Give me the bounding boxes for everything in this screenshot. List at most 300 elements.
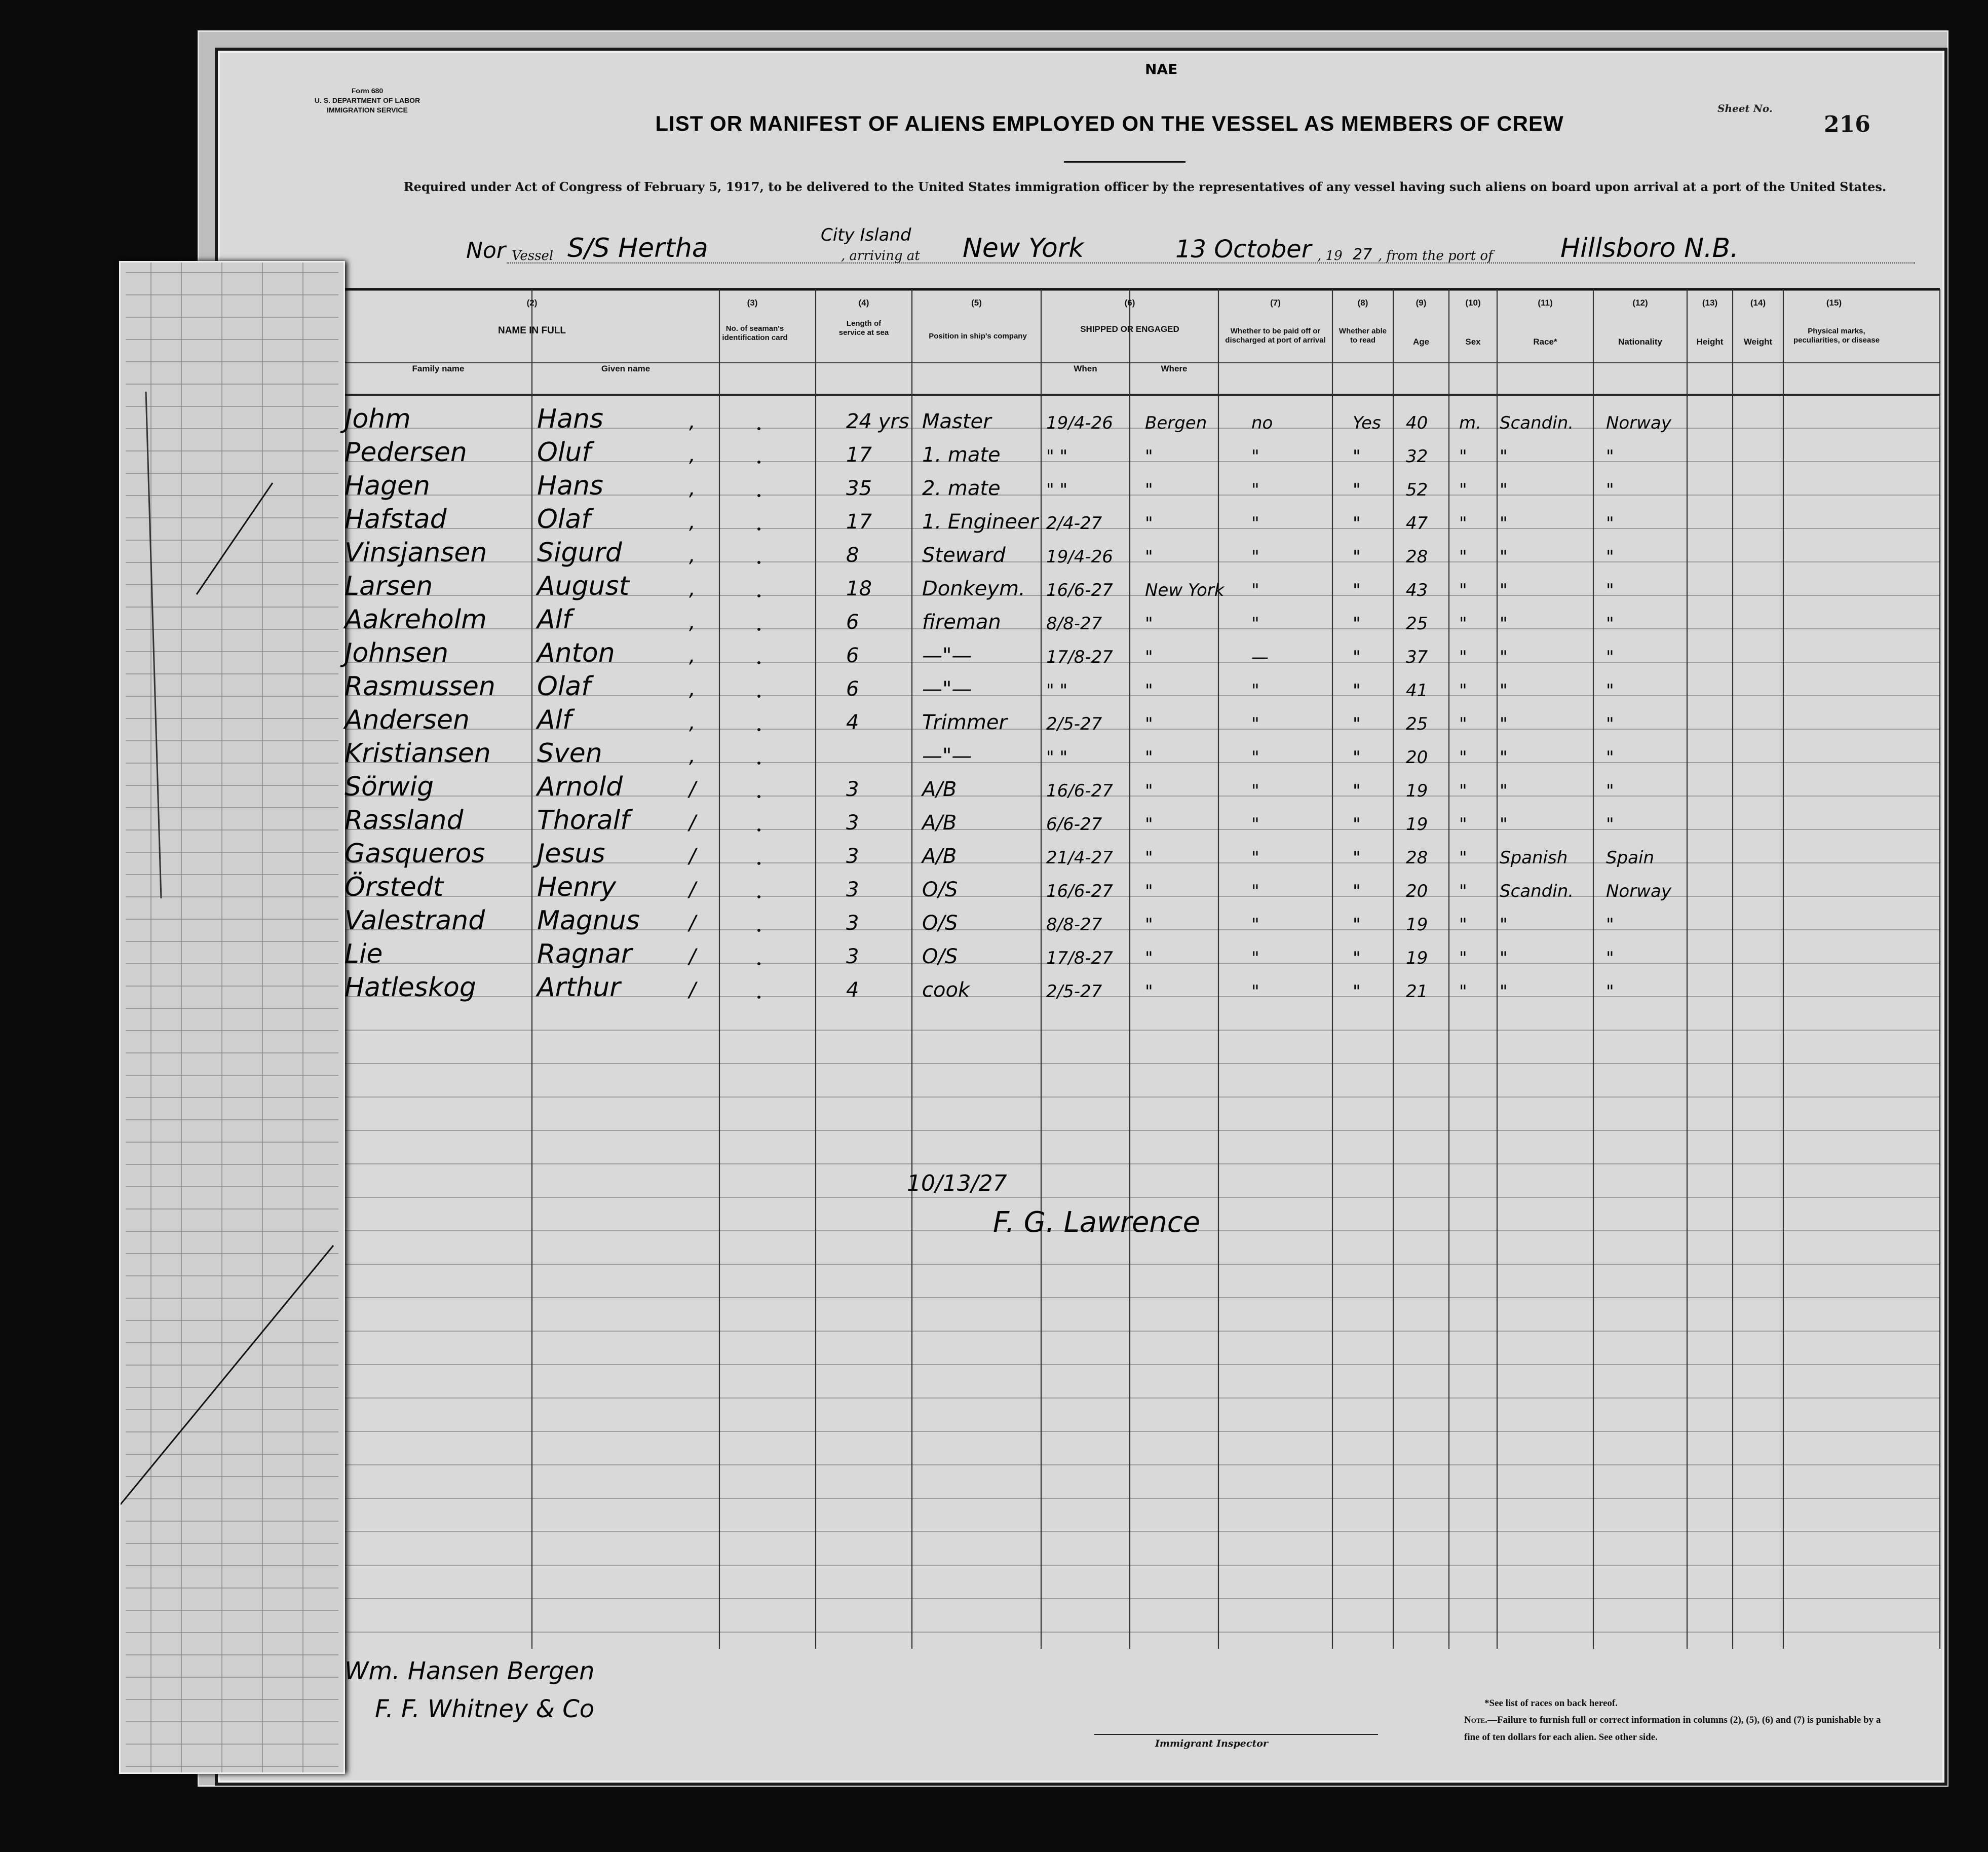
row-tick-mark: , <box>689 544 696 567</box>
given-name-cell: Oluf <box>537 437 591 468</box>
col7-header: Whether to be paid off or discharged at port of arrival <box>1225 327 1326 345</box>
position-cell: 1. Engineer <box>922 510 1039 534</box>
agent-signature-line2: F. F. Whitney & Co <box>375 1695 595 1723</box>
row-tick-mark: , <box>689 577 696 600</box>
age-cell: 25 <box>1406 714 1428 734</box>
paid-off-cell: " <box>1251 948 1259 968</box>
col3-header: No. of seaman's identification card <box>722 324 788 342</box>
paid-off-cell: " <box>1251 915 1259 935</box>
age-cell: 25 <box>1406 614 1428 634</box>
nationality-cell: " <box>1606 580 1614 600</box>
position-cell: —"— <box>922 677 972 701</box>
row-tick-mark: , <box>689 644 696 667</box>
age-cell: 41 <box>1406 681 1428 701</box>
col9-header: Age <box>1412 337 1430 347</box>
row-tick-mark: / <box>689 912 696 935</box>
sex-cell: " <box>1459 580 1467 600</box>
service-length-cell: 6 <box>846 644 859 667</box>
sex-cell: m. <box>1459 413 1481 433</box>
service-length-cell: 3 <box>846 912 859 935</box>
col6b-header: Where <box>1161 364 1188 373</box>
paid-off-cell: " <box>1251 547 1259 567</box>
row-tick-mark: / <box>689 978 696 1002</box>
sex-cell: " <box>1459 681 1467 701</box>
shipped-when-cell: 19/4-26 <box>1046 547 1113 567</box>
able-to-read-cell: " <box>1353 915 1361 935</box>
race-cell: Scandin. <box>1500 413 1574 433</box>
nationality-cell: " <box>1606 446 1614 467</box>
given-name-cell: August <box>537 571 629 601</box>
position-cell: A/B <box>922 845 957 868</box>
inspector-signature: F. G. Lawrence <box>993 1206 1201 1239</box>
age-cell: 40 <box>1406 413 1428 433</box>
shipped-where-cell: " <box>1145 814 1153 835</box>
family-name-cell: Pedersen <box>345 437 467 468</box>
service-length-cell: 6 <box>846 611 859 634</box>
race-cell: " <box>1500 480 1508 500</box>
shipped-when-cell: 8/8-27 <box>1046 614 1102 634</box>
paid-off-cell: " <box>1251 981 1259 1002</box>
nationality-cell: " <box>1606 814 1614 835</box>
shipped-when-cell: 6/6-27 <box>1046 814 1102 835</box>
race-cell: " <box>1500 580 1508 600</box>
position-cell: —"— <box>922 744 972 768</box>
position-cell: cook <box>922 978 970 1002</box>
race-cell: Spanish <box>1500 848 1568 868</box>
shipped-where-cell: " <box>1145 614 1153 634</box>
left-fold-strip <box>119 261 345 1774</box>
race-cell: " <box>1500 681 1508 701</box>
family-name-cell: Valestrand <box>345 905 485 936</box>
vessel-line <box>446 225 1915 263</box>
nationality-cell: " <box>1606 714 1614 734</box>
age-cell: 21 <box>1406 981 1428 1002</box>
title-underline <box>1064 161 1186 163</box>
col10-header: Sex <box>1465 337 1481 347</box>
id-card-dot <box>757 728 760 731</box>
id-card-dot <box>757 795 760 798</box>
position-cell: —"— <box>922 644 972 667</box>
shipped-where-cell: " <box>1145 480 1153 500</box>
paid-off-cell: " <box>1251 580 1259 600</box>
sex-cell: " <box>1459 948 1467 968</box>
shipped-where-cell: " <box>1145 981 1153 1002</box>
age-cell: 32 <box>1406 446 1428 467</box>
able-to-read-cell: " <box>1353 948 1361 968</box>
sex-cell: " <box>1459 446 1467 467</box>
able-to-read-cell: " <box>1353 747 1361 768</box>
position-cell: Donkeym. <box>922 577 1025 600</box>
col8-number: (8) <box>1357 298 1368 308</box>
shipped-where-cell: " <box>1145 881 1153 901</box>
col12-header: Nationality <box>1618 337 1662 347</box>
given-name-cell: Sven <box>537 738 602 769</box>
col14-header: Weight <box>1743 337 1773 347</box>
shipped-when-cell: 2/5-27 <box>1046 981 1102 1002</box>
service-length-cell: 24 yrs <box>846 410 909 433</box>
id-card-dot <box>757 996 760 999</box>
row-tick-mark: , <box>689 410 696 433</box>
subtitle: Required under Act of Congress of February 5, 1917, to be delivered to the United States immigration officer by the representatives of any vessel having such aliens on board upon arrival at a port of the United States. <box>403 179 1887 194</box>
nationality-cell: " <box>1606 981 1614 1002</box>
shipped-where-cell: " <box>1145 915 1153 935</box>
given-name-cell: Magnus <box>537 905 640 936</box>
family-name-cell: Rassland <box>345 805 464 836</box>
race-cell: " <box>1500 814 1508 835</box>
paid-off-cell: " <box>1251 681 1259 701</box>
position-cell: Master <box>922 410 991 433</box>
nationality-cell: " <box>1606 681 1614 701</box>
col2-header: NAME IN FULL <box>498 325 566 336</box>
id-card-dot <box>757 461 760 464</box>
paid-off-cell: " <box>1251 513 1259 534</box>
id-card-dot <box>757 828 760 831</box>
id-card-dot <box>757 661 760 664</box>
family-name-cell: Hatleskog <box>345 972 476 1003</box>
row-tick-mark: , <box>689 443 696 467</box>
race-cell: " <box>1500 781 1508 801</box>
shipped-when-cell: 2/4-27 <box>1046 513 1102 534</box>
id-card-dot <box>757 561 760 564</box>
col15-number: (15) <box>1826 298 1842 308</box>
sex-cell: " <box>1459 647 1467 667</box>
agent-signature-line1: Wm. Hansen Bergen <box>345 1657 595 1685</box>
col9-number: (9) <box>1416 298 1427 308</box>
sheet-label: Sheet No. <box>1717 102 1773 115</box>
nationality-cell: " <box>1606 781 1614 801</box>
able-to-read-cell: " <box>1353 848 1361 868</box>
service-length-cell: 6 <box>846 677 859 701</box>
id-card-dot <box>757 895 760 898</box>
paid-off-cell: " <box>1251 747 1259 768</box>
shipped-when-cell: " " <box>1046 681 1068 701</box>
race-cell: " <box>1500 915 1508 935</box>
position-cell: Trimmer <box>922 711 1007 734</box>
nationality-cell: " <box>1606 614 1614 634</box>
shipped-when-cell: 17/8-27 <box>1046 647 1113 667</box>
given-name-cell: Alf <box>537 705 572 735</box>
nationality-cell: Norway <box>1606 413 1671 433</box>
row-tick-mark: / <box>689 778 696 801</box>
paid-off-cell: " <box>1251 446 1259 467</box>
shipped-when-cell: 21/4-27 <box>1046 848 1113 868</box>
shipped-where-cell: " <box>1145 747 1153 768</box>
id-card-dot <box>757 695 760 698</box>
service-length-cell: 18 <box>846 577 872 600</box>
age-cell: 28 <box>1406 848 1428 868</box>
sex-cell: " <box>1459 747 1467 768</box>
nationality-cell: " <box>1606 747 1614 768</box>
arrival-year: 27 <box>1353 246 1372 263</box>
shipped-where-cell: " <box>1145 681 1153 701</box>
shipped-when-cell: 17/8-27 <box>1046 948 1113 968</box>
able-to-read-cell: " <box>1353 480 1361 500</box>
family-name-cell: Örstedt <box>345 872 444 902</box>
sex-cell: " <box>1459 915 1467 935</box>
given-name-cell: Anton <box>537 638 615 668</box>
able-to-read-cell: " <box>1353 547 1361 567</box>
col12-number: (12) <box>1632 298 1648 308</box>
id-card-dot <box>757 494 760 497</box>
col11-number: (11) <box>1538 298 1553 308</box>
position-cell: O/S <box>922 945 958 968</box>
given-name-cell: Henry <box>537 872 617 902</box>
form-header <box>284 86 451 115</box>
family-name-cell: Kristiansen <box>345 738 491 769</box>
family-name-cell: Hafstad <box>345 504 447 535</box>
row-tick-mark: , <box>689 677 696 701</box>
shipped-where-cell: " <box>1145 948 1153 968</box>
col8-header: Whether able to read <box>1339 327 1387 345</box>
shipped-where-cell: New York <box>1145 580 1225 600</box>
given-name-cell: Arthur <box>537 972 621 1003</box>
col7-number: (7) <box>1270 298 1281 308</box>
given-name-cell: Olaf <box>537 504 591 535</box>
paid-off-cell: " <box>1251 881 1259 901</box>
position-cell: A/B <box>922 778 957 801</box>
service-length-cell: 3 <box>846 845 859 868</box>
shipped-when-cell: 8/8-27 <box>1046 915 1102 935</box>
col15-header: Physical marks, peculiarities, or disease <box>1793 327 1880 345</box>
inspector-label: Immigrant Inspector <box>1155 1738 1268 1749</box>
shipped-when-cell: " " <box>1046 480 1068 500</box>
given-name-cell: Ragnar <box>537 939 632 969</box>
race-cell: " <box>1500 948 1508 968</box>
row-tick-mark: , <box>689 477 696 500</box>
row-tick-mark: / <box>689 845 696 868</box>
row-tick-mark: / <box>689 878 696 901</box>
sex-cell: " <box>1459 480 1467 500</box>
given-name-cell: Olaf <box>537 671 591 702</box>
shipped-when-cell: " " <box>1046 446 1068 467</box>
position-cell: 1. mate <box>922 443 1001 467</box>
id-card-dot <box>757 762 760 765</box>
service-length-cell: 3 <box>846 878 859 901</box>
nationality-cell: " <box>1606 915 1614 935</box>
row-tick-mark: , <box>689 510 696 534</box>
shipped-when-cell: 16/6-27 <box>1046 781 1113 801</box>
shipped-where-cell: " <box>1145 714 1153 734</box>
given-name-cell: Thoralf <box>537 805 630 836</box>
col2b-header: Given name <box>601 364 651 373</box>
shipped-when-cell: " " <box>1046 747 1068 768</box>
col6-header: SHIPPED OR ENGAGED <box>1080 324 1179 334</box>
vessel-prefix: Nor <box>466 238 506 263</box>
col3-number: (3) <box>747 298 758 308</box>
age-cell: 20 <box>1406 747 1428 768</box>
service-length-cell: 17 <box>846 510 872 534</box>
id-card-dot <box>757 929 760 932</box>
age-cell: 52 <box>1406 480 1428 500</box>
age-cell: 43 <box>1406 580 1428 600</box>
given-name-cell: Hans <box>537 404 604 434</box>
year-prefix: , 19 <box>1317 248 1343 263</box>
race-cell: " <box>1500 547 1508 567</box>
paid-off-cell: " <box>1251 848 1259 868</box>
shipped-when-cell: 2/5-27 <box>1046 714 1102 734</box>
able-to-read-cell: " <box>1353 781 1361 801</box>
col6a-header: When <box>1074 364 1097 373</box>
service-length-cell: 4 <box>846 978 859 1002</box>
footer-note <box>1464 1695 1895 1746</box>
service-length-cell: 3 <box>846 811 859 835</box>
able-to-read-cell: " <box>1353 647 1361 667</box>
position-cell: 2. mate <box>922 477 1001 500</box>
shipped-when-cell: 16/6-27 <box>1046 881 1113 901</box>
age-cell: 47 <box>1406 513 1428 534</box>
age-cell: 19 <box>1406 781 1428 801</box>
able-to-read-cell: " <box>1353 714 1361 734</box>
page-title: LIST OR MANIFEST OF ALIENS EMPLOYED ON THE VESSEL AS MEMBERS OF CREW <box>655 111 1564 135</box>
note-text: —Failure to furnish full or correct information in columns (2), (5), (6) and (7) is punishable by a fine of ten dollars for each alien. See other side. <box>1464 1715 1881 1743</box>
shipped-where-cell: " <box>1145 647 1153 667</box>
able-to-read-cell: Yes <box>1353 413 1381 433</box>
age-cell: 20 <box>1406 881 1428 901</box>
from-port: Hillsboro N.B. <box>1560 233 1739 263</box>
shipped-when-cell: 19/4-26 <box>1046 413 1113 433</box>
family-name-cell: Hagen <box>345 471 430 501</box>
family-name-cell: Johnsen <box>345 638 449 668</box>
service-length-cell: 4 <box>846 711 859 734</box>
age-cell: 19 <box>1406 814 1428 835</box>
age-cell: 19 <box>1406 915 1428 935</box>
shipped-where-cell: " <box>1145 513 1153 534</box>
id-card-dot <box>757 628 760 631</box>
age-cell: 19 <box>1406 948 1428 968</box>
row-tick-mark: , <box>689 611 696 634</box>
col5-number: (5) <box>971 298 982 308</box>
sheet-number: 216 <box>1824 111 1870 137</box>
col5-header: Position in ship's company <box>929 332 1027 341</box>
department: U. S. DEPARTMENT OF LABOR <box>314 96 420 104</box>
able-to-read-cell: " <box>1353 981 1361 1002</box>
id-card-dot <box>757 594 760 597</box>
race-cell: " <box>1500 714 1508 734</box>
nationality-cell: " <box>1606 513 1614 534</box>
shipped-where-cell: " <box>1145 547 1153 567</box>
col14-number: (14) <box>1750 298 1766 308</box>
family-name-cell: Sörwig <box>345 772 434 802</box>
arriving-label: , arriving at <box>841 248 920 263</box>
form-number: Form 680 <box>351 87 384 95</box>
service-length-cell: 3 <box>846 778 859 801</box>
position-cell: A/B <box>922 811 957 835</box>
city-island-correction: City Island <box>821 225 911 245</box>
sex-cell: " <box>1459 513 1467 534</box>
vessel-label: Vessel <box>512 248 554 263</box>
paid-off-cell: " <box>1251 814 1259 835</box>
race-cell: " <box>1500 647 1508 667</box>
paid-off-cell: " <box>1251 480 1259 500</box>
family-name-cell: Gasqueros <box>345 839 485 869</box>
family-name-cell: Aakreholm <box>345 604 487 635</box>
shipped-where-cell: " <box>1145 781 1153 801</box>
given-name-cell: Hans <box>537 471 604 501</box>
paid-off-cell: — <box>1251 647 1269 667</box>
position-cell: fireman <box>922 611 1001 634</box>
service: IMMIGRATION SERVICE <box>327 105 408 114</box>
nationality-cell: " <box>1606 480 1614 500</box>
given-name-cell: Arnold <box>537 772 623 802</box>
id-card-dot <box>757 427 760 430</box>
row-tick-mark: , <box>689 744 696 768</box>
sex-cell: " <box>1459 781 1467 801</box>
position-cell: O/S <box>922 878 958 901</box>
position-cell: Steward <box>922 544 1006 567</box>
race-cell: " <box>1500 614 1508 634</box>
paid-off-cell: no <box>1251 413 1273 433</box>
able-to-read-cell: " <box>1353 446 1361 467</box>
from-label: , from the port of <box>1378 248 1493 263</box>
age-cell: 28 <box>1406 547 1428 567</box>
row-tick-mark: / <box>689 811 696 835</box>
given-name-cell: Sigurd <box>537 538 622 568</box>
able-to-read-cell: " <box>1353 681 1361 701</box>
col4-header: Length of service at sea <box>838 319 889 337</box>
sex-cell: " <box>1459 547 1467 567</box>
sex-cell: " <box>1459 714 1467 734</box>
shipped-where-cell: Bergen <box>1145 413 1207 433</box>
col10-number: (10) <box>1465 298 1481 308</box>
inspector-signature-rule <box>1094 1734 1378 1735</box>
id-card-dot <box>757 862 760 865</box>
able-to-read-cell: " <box>1353 614 1361 634</box>
given-name-cell: Jesus <box>537 839 605 869</box>
paid-off-cell: " <box>1251 614 1259 634</box>
able-to-read-cell: " <box>1353 881 1361 901</box>
sex-cell: " <box>1459 881 1467 901</box>
col4-number: (4) <box>858 298 869 308</box>
family-name-cell: Rasmussen <box>345 671 495 702</box>
sex-cell: " <box>1459 814 1467 835</box>
family-name-cell: Andersen <box>345 705 470 735</box>
race-cell: " <box>1500 446 1508 467</box>
family-name-cell: Vinsjansen <box>345 538 487 568</box>
arrival-port: New York <box>963 233 1084 263</box>
arrival-date: 13 October <box>1175 235 1312 263</box>
nationality-cell: " <box>1606 647 1614 667</box>
sex-cell: " <box>1459 614 1467 634</box>
able-to-read-cell: " <box>1353 580 1361 600</box>
race-cell: " <box>1500 981 1508 1002</box>
id-card-dot <box>757 962 760 965</box>
race-cell: " <box>1500 747 1508 768</box>
sex-cell: " <box>1459 848 1467 868</box>
race-cell: Scandin. <box>1500 881 1574 901</box>
nationality-cell: " <box>1606 547 1614 567</box>
service-length-cell: 17 <box>846 443 872 467</box>
nationality-cell: Spain <box>1606 848 1654 868</box>
col13-header: Height <box>1696 337 1724 347</box>
col6-number: (6) <box>1124 298 1135 308</box>
strip-grid <box>121 262 343 1772</box>
family-name-cell: Lie <box>345 939 383 969</box>
col13-number: (13) <box>1702 298 1718 308</box>
age-cell: 37 <box>1406 647 1428 667</box>
service-length-cell: 3 <box>846 945 859 968</box>
shipped-where-cell: " <box>1145 848 1153 868</box>
vessel-name: S/S Hertha <box>567 233 708 263</box>
paid-off-cell: " <box>1251 714 1259 734</box>
col2-number: (2) <box>526 298 538 308</box>
able-to-read-cell: " <box>1353 513 1361 534</box>
stamp-date: 10/13/27 <box>907 1170 1007 1196</box>
id-card-dot <box>757 527 760 531</box>
nationality-cell: " <box>1606 948 1614 968</box>
able-to-read-cell: " <box>1353 814 1361 835</box>
row-tick-mark: , <box>689 711 696 734</box>
sex-cell: " <box>1459 981 1467 1002</box>
